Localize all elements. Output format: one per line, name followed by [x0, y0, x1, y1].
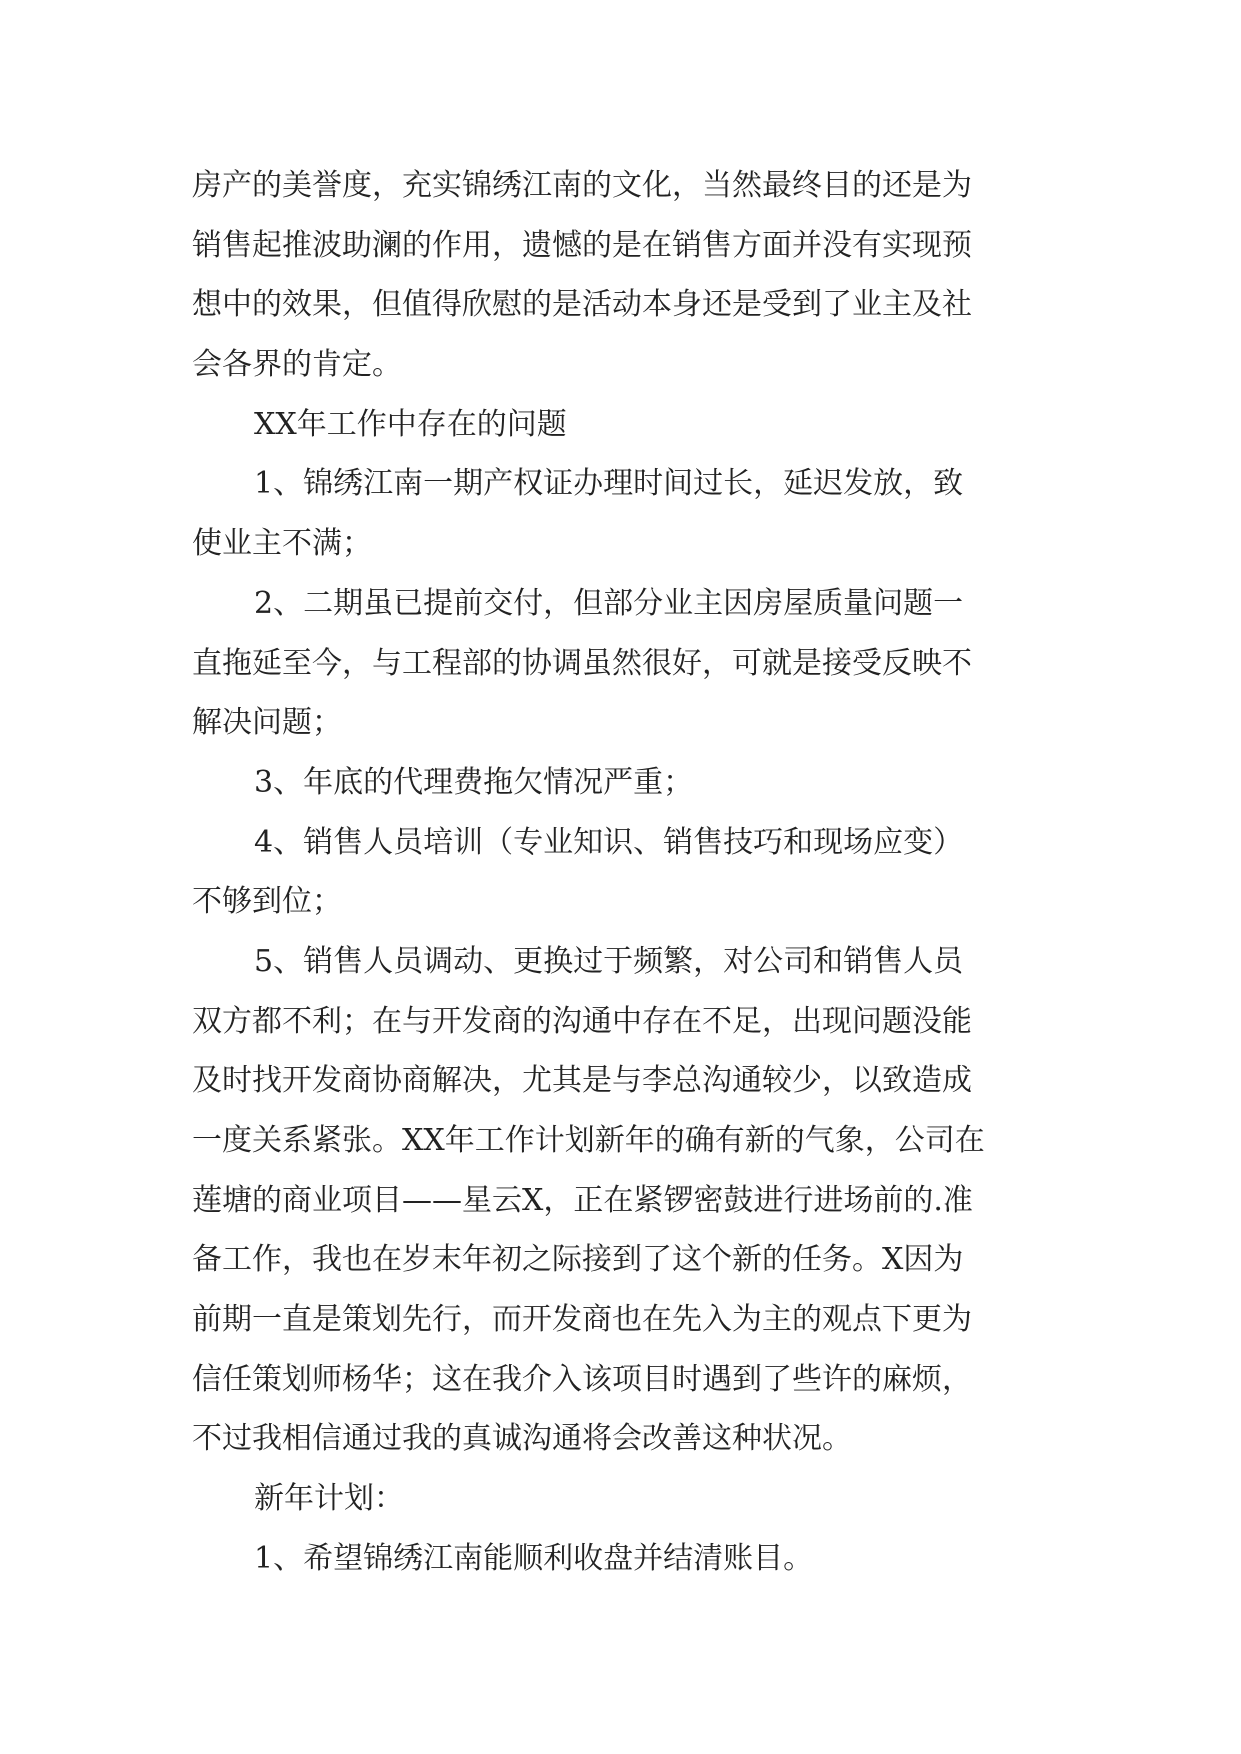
text-line: 会各界的肯定。 — [192, 347, 402, 383]
text-line: XX年工作中存在的问题 — [254, 406, 567, 442]
paragraph — [192, 574, 1072, 753]
text-line: 一度关系紧张。XX年工作计划新年的确有新的气象，公司在 — [192, 1123, 985, 1158]
text-line: 销售起推波助澜的作用，遗憾的是在销售方面并没有实现预 — [192, 227, 972, 263]
text-line: 双方都不利；在与开发商的沟通中存在不足，出现问题没能 — [192, 1003, 972, 1039]
text-line: 不过我相信通过我的真诚沟通将会改善这种状况。 — [192, 1421, 852, 1457]
paragraph — [192, 1529, 1072, 1589]
text-line: 直拖延至今，与工程部的协调虽然很好，可就是接受反映不 — [192, 645, 972, 681]
paragraph — [192, 1469, 1072, 1529]
text-line: 2、二期虽已提前交付，但部分业主因房屋质量问题一 — [254, 585, 964, 621]
text-line: 1、希望锦绣江南能顺利收盘并结清账目。 — [254, 1540, 814, 1576]
paragraph — [192, 753, 1072, 813]
text-line: 不够到位； — [192, 884, 342, 920]
text-line: 备工作，我也在岁末年初之际接到了这个新的任务。X因为 — [192, 1242, 964, 1278]
paragraph — [192, 932, 1072, 1469]
paragraph — [192, 813, 1072, 932]
text-line: 信任策划师杨华；这在我介入该项目时遇到了些许的麻烦， — [192, 1361, 972, 1397]
text-line: 使业主不满； — [192, 526, 372, 562]
text-line: 前期一直是策划先行，而开发商也在先入为主的观点下更为 — [192, 1302, 972, 1338]
paragraph — [192, 454, 1072, 573]
text-line: 及时找开发商协商解决，尤其是与李总沟通较少，以致造成 — [192, 1063, 972, 1099]
text-line: 1、锦绣江南一期产权证办理时间过长，延迟发放，致 — [254, 466, 964, 502]
text-line: 3、年底的代理费拖欠情况严重； — [254, 764, 694, 800]
text-line: 5、销售人员调动、更换过于频繁，对公司和销售人员 — [254, 943, 964, 979]
text-line: 解决问题； — [192, 705, 342, 741]
text-line: 4、销售人员培训（专业知识、销售技巧和现场应变） — [254, 824, 964, 860]
paragraph — [192, 395, 1072, 455]
text-line: 莲塘的商业项目——星云X，正在紧锣密鼓进行进场前的.准 — [192, 1182, 973, 1218]
text-line: 房产的美誉度，充实锦绣江南的文化，当然最终目的还是为 — [192, 168, 972, 203]
document-body — [192, 156, 1072, 1589]
paragraph — [192, 156, 1072, 395]
text-line: 新年计划： — [254, 1481, 404, 1517]
text-line: 想中的效果，但值得欣慰的是活动本身还是受到了业主及社 — [192, 287, 972, 323]
